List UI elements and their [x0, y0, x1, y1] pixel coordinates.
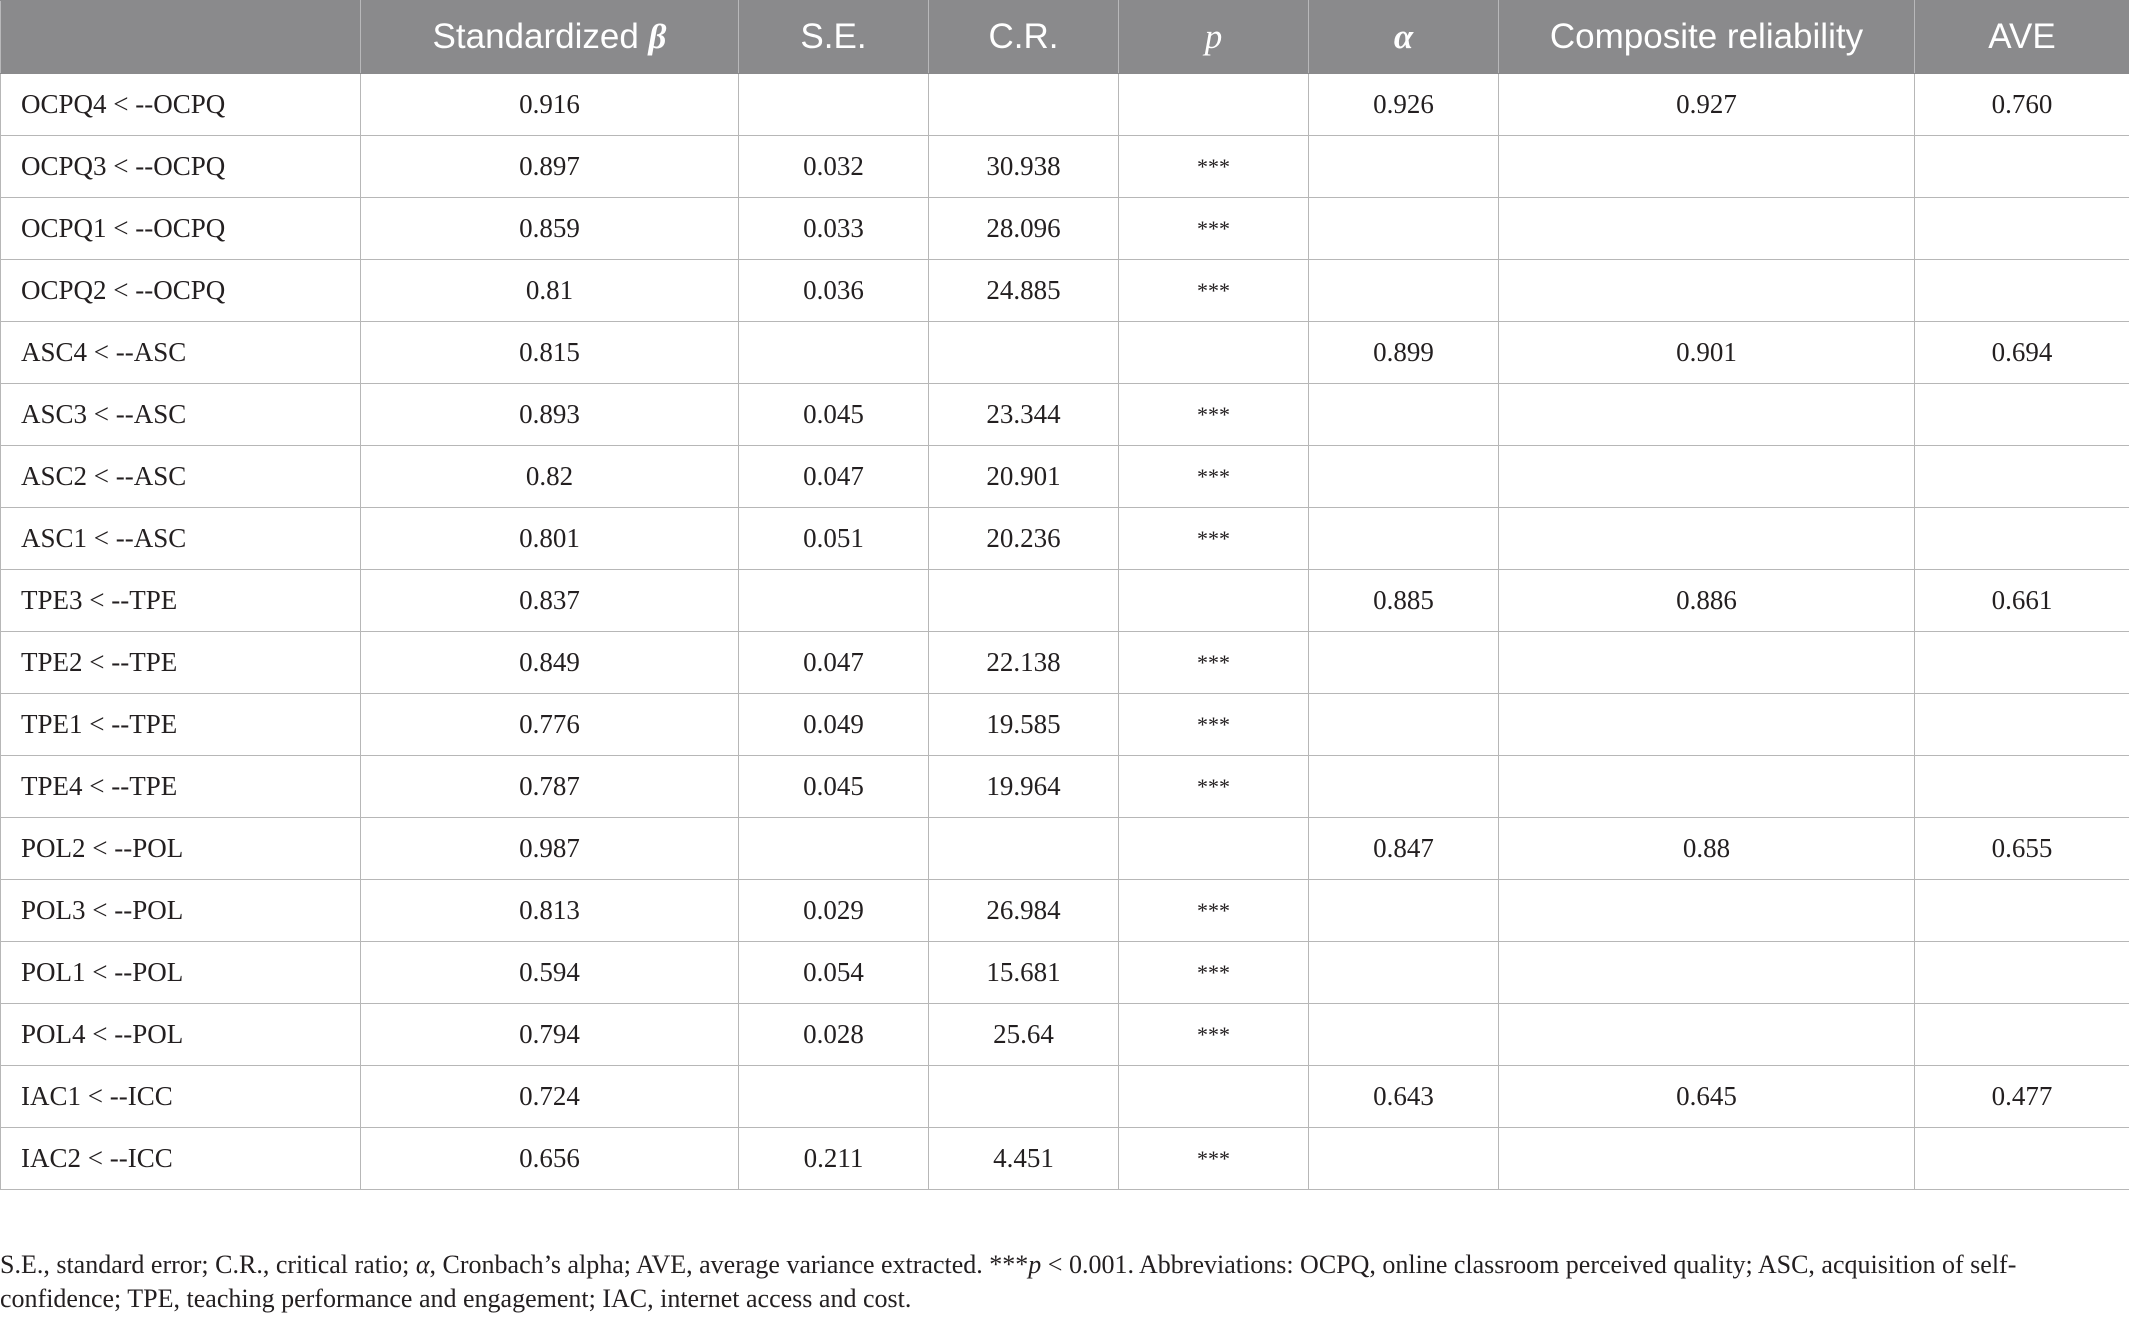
table-row: [1, 570, 2129, 632]
cell-alpha: 0.847: [1309, 818, 1499, 880]
cell-composite-reliability: [1499, 198, 1915, 260]
table-row: [1, 632, 2129, 694]
cell-standardized-beta: 0.776: [361, 694, 739, 756]
cell-cr: 24.885: [929, 260, 1119, 322]
header-p: [1119, 1, 1309, 74]
table-row: [1, 818, 2129, 880]
cell-p: ***: [1119, 384, 1309, 446]
cell-se: 0.051: [739, 508, 929, 570]
header-beta-symbol: β: [648, 17, 667, 56]
table-row: [1, 508, 2129, 570]
cell-cr: [929, 570, 1119, 632]
cell-standardized-beta: 0.656: [361, 1128, 739, 1190]
cell-cr: [929, 818, 1119, 880]
cell-p: ***: [1119, 446, 1309, 508]
cell-alpha: [1309, 508, 1499, 570]
cell-composite-reliability: [1499, 384, 1915, 446]
cell-composite-reliability: 0.88: [1499, 818, 1915, 880]
table-row: [1, 756, 2129, 818]
cell-item: TPE2 < --TPE: [1, 632, 361, 694]
table-row: [1, 1066, 2129, 1128]
table-row: [1, 1004, 2129, 1066]
cell-ave: 0.655: [1915, 818, 2129, 880]
cell-cr: [929, 74, 1119, 136]
cell-composite-reliability: [1499, 694, 1915, 756]
header-beta-prefix: Standardized: [432, 17, 649, 56]
cell-alpha: 0.885: [1309, 570, 1499, 632]
cell-cr: 23.344: [929, 384, 1119, 446]
cell-composite-reliability: [1499, 260, 1915, 322]
cell-se: 0.036: [739, 260, 929, 322]
cell-alpha: [1309, 694, 1499, 756]
cell-cr: 26.984: [929, 880, 1119, 942]
cell-ave: [1915, 260, 2129, 322]
cell-se: 0.211: [739, 1128, 929, 1190]
header-ave: AVE: [1915, 1, 2129, 74]
cell-se: 0.047: [739, 632, 929, 694]
cell-se: 0.047: [739, 446, 929, 508]
footnote-alpha-symbol: α: [415, 1250, 430, 1279]
cell-se: 0.049: [739, 694, 929, 756]
cell-cr: [929, 1066, 1119, 1128]
cell-cr: 30.938: [929, 136, 1119, 198]
header-p-symbol: p: [1204, 17, 1223, 56]
cell-item: POL1 < --POL: [1, 942, 361, 1004]
cell-ave: [1915, 1128, 2129, 1190]
cell-ave: [1915, 756, 2129, 818]
cell-standardized-beta: 0.801: [361, 508, 739, 570]
cell-composite-reliability: [1499, 1128, 1915, 1190]
cell-composite-reliability: [1499, 508, 1915, 570]
cell-cr: 22.138: [929, 632, 1119, 694]
cell-cr: 19.585: [929, 694, 1119, 756]
cell-item: ASC1 < --ASC: [1, 508, 361, 570]
cell-p: ***: [1119, 1128, 1309, 1190]
header-se: S.E.: [739, 1, 929, 74]
cell-ave: [1915, 880, 2129, 942]
cell-standardized-beta: 0.815: [361, 322, 739, 384]
cell-ave: [1915, 694, 2129, 756]
cell-alpha: 0.926: [1309, 74, 1499, 136]
cell-composite-reliability: 0.927: [1499, 74, 1915, 136]
cell-item: POL2 < --POL: [1, 818, 361, 880]
table-row: [1, 136, 2129, 198]
cell-p: [1119, 818, 1309, 880]
cell-p: ***: [1119, 136, 1309, 198]
cell-item: OCPQ3 < --OCPQ: [1, 136, 361, 198]
table-row: [1, 74, 2129, 136]
cell-p: ***: [1119, 508, 1309, 570]
cell-p: ***: [1119, 198, 1309, 260]
cell-alpha: [1309, 880, 1499, 942]
cell-ave: [1915, 1004, 2129, 1066]
cell-p: ***: [1119, 1004, 1309, 1066]
cell-ave: 0.477: [1915, 1066, 2129, 1128]
cell-se: 0.045: [739, 756, 929, 818]
cell-ave: [1915, 446, 2129, 508]
cell-se: [739, 322, 929, 384]
cell-alpha: 0.899: [1309, 322, 1499, 384]
cell-se: [739, 1066, 929, 1128]
cell-standardized-beta: 0.859: [361, 198, 739, 260]
cell-item: IAC1 < --ICC: [1, 1066, 361, 1128]
cell-se: 0.054: [739, 942, 929, 1004]
footnote-part2: , Cronbach’s alpha; AVE, average variance extracted. ***: [429, 1250, 1029, 1279]
cell-item: OCPQ2 < --OCPQ: [1, 260, 361, 322]
cell-ave: [1915, 508, 2129, 570]
cell-se: [739, 818, 929, 880]
cell-p: ***: [1119, 632, 1309, 694]
cell-standardized-beta: 0.916: [361, 74, 739, 136]
cell-p: ***: [1119, 880, 1309, 942]
cell-ave: 0.661: [1915, 570, 2129, 632]
cell-alpha: 0.643: [1309, 1066, 1499, 1128]
cell-p: [1119, 570, 1309, 632]
cell-standardized-beta: 0.987: [361, 818, 739, 880]
table-row: [1, 694, 2129, 756]
cell-item: POL3 < --POL: [1, 880, 361, 942]
cell-standardized-beta: 0.787: [361, 756, 739, 818]
cell-cr: 19.964: [929, 756, 1119, 818]
cell-alpha: [1309, 198, 1499, 260]
table-footnote: [0, 1248, 2080, 1316]
cell-cr: [929, 322, 1119, 384]
header-cr: C.R.: [929, 1, 1119, 74]
header-alpha-symbol: α: [1393, 17, 1414, 56]
cell-standardized-beta: 0.794: [361, 1004, 739, 1066]
cell-cr: 15.681: [929, 942, 1119, 1004]
table-row: [1, 446, 2129, 508]
cell-standardized-beta: 0.813: [361, 880, 739, 942]
cell-item: ASC2 < --ASC: [1, 446, 361, 508]
cell-se: 0.045: [739, 384, 929, 446]
cell-alpha: [1309, 260, 1499, 322]
cell-alpha: [1309, 1128, 1499, 1190]
cell-item: TPE4 < --TPE: [1, 756, 361, 818]
cell-composite-reliability: [1499, 632, 1915, 694]
cell-item: TPE1 < --TPE: [1, 694, 361, 756]
cell-ave: [1915, 632, 2129, 694]
header-standardized-beta: [361, 1, 739, 74]
cell-composite-reliability: 0.901: [1499, 322, 1915, 384]
table-row: [1, 1128, 2129, 1190]
cell-alpha: [1309, 384, 1499, 446]
cell-composite-reliability: 0.886: [1499, 570, 1915, 632]
table-row: [1, 322, 2129, 384]
header-composite-reliability: Composite reliability: [1499, 1, 1915, 74]
cell-p: [1119, 1066, 1309, 1128]
footnote-part1: S.E., standard error; C.R., critical ratio;: [0, 1250, 416, 1279]
cell-standardized-beta: 0.849: [361, 632, 739, 694]
footnote-part3: < 0.001. Abbreviations: OCPQ, online classroom perceived quality; ASC, acquisition of self-confidence; TPE, teaching performance and engagement; IAC, internet access and cost.: [0, 1250, 2017, 1313]
header-alpha: [1309, 1, 1499, 74]
cell-se: [739, 74, 929, 136]
table-body: [1, 74, 2129, 1190]
table-row: [1, 198, 2129, 260]
cell-composite-reliability: [1499, 446, 1915, 508]
cell-ave: 0.760: [1915, 74, 2129, 136]
cell-se: 0.032: [739, 136, 929, 198]
cell-p: [1119, 74, 1309, 136]
cell-se: 0.033: [739, 198, 929, 260]
table-row: [1, 942, 2129, 1004]
cell-item: IAC2 < --ICC: [1, 1128, 361, 1190]
footnote-p-symbol: p: [1028, 1250, 1042, 1279]
cell-alpha: [1309, 136, 1499, 198]
header-item: [1, 1, 361, 74]
cell-ave: [1915, 136, 2129, 198]
cell-cr: 4.451: [929, 1128, 1119, 1190]
cell-alpha: [1309, 1004, 1499, 1066]
cell-composite-reliability: [1499, 756, 1915, 818]
cell-cr: 20.901: [929, 446, 1119, 508]
cell-se: [739, 570, 929, 632]
cell-composite-reliability: [1499, 1004, 1915, 1066]
cell-cr: 25.64: [929, 1004, 1119, 1066]
cell-standardized-beta: 0.893: [361, 384, 739, 446]
table-row: [1, 260, 2129, 322]
cell-standardized-beta: 0.897: [361, 136, 739, 198]
cell-p: [1119, 322, 1309, 384]
cell-standardized-beta: 0.724: [361, 1066, 739, 1128]
table-row: [1, 880, 2129, 942]
table-header: [1, 1, 2129, 74]
cell-item: OCPQ1 < --OCPQ: [1, 198, 361, 260]
cell-item: TPE3 < --TPE: [1, 570, 361, 632]
cell-ave: [1915, 942, 2129, 1004]
cell-composite-reliability: [1499, 136, 1915, 198]
cell-p: ***: [1119, 942, 1309, 1004]
cell-p: ***: [1119, 260, 1309, 322]
cell-alpha: [1309, 632, 1499, 694]
cell-standardized-beta: 0.837: [361, 570, 739, 632]
cell-p: ***: [1119, 756, 1309, 818]
cell-se: 0.029: [739, 880, 929, 942]
cell-ave: [1915, 198, 2129, 260]
cell-alpha: [1309, 446, 1499, 508]
cell-alpha: [1309, 756, 1499, 818]
cell-alpha: [1309, 942, 1499, 1004]
table-row: [1, 384, 2129, 446]
cell-ave: 0.694: [1915, 322, 2129, 384]
cell-standardized-beta: 0.81: [361, 260, 739, 322]
cell-p: ***: [1119, 694, 1309, 756]
cell-item: OCPQ4 < --OCPQ: [1, 74, 361, 136]
cell-composite-reliability: [1499, 880, 1915, 942]
cell-composite-reliability: 0.645: [1499, 1066, 1915, 1128]
header-row: [1, 1, 2129, 74]
cell-ave: [1915, 384, 2129, 446]
cell-cr: 28.096: [929, 198, 1119, 260]
cell-standardized-beta: 0.594: [361, 942, 739, 1004]
cell-standardized-beta: 0.82: [361, 446, 739, 508]
cell-item: ASC3 < --ASC: [1, 384, 361, 446]
cell-cr: 20.236: [929, 508, 1119, 570]
cell-item: POL4 < --POL: [1, 1004, 361, 1066]
cell-se: 0.028: [739, 1004, 929, 1066]
cell-item: ASC4 < --ASC: [1, 322, 361, 384]
cell-composite-reliability: [1499, 942, 1915, 1004]
